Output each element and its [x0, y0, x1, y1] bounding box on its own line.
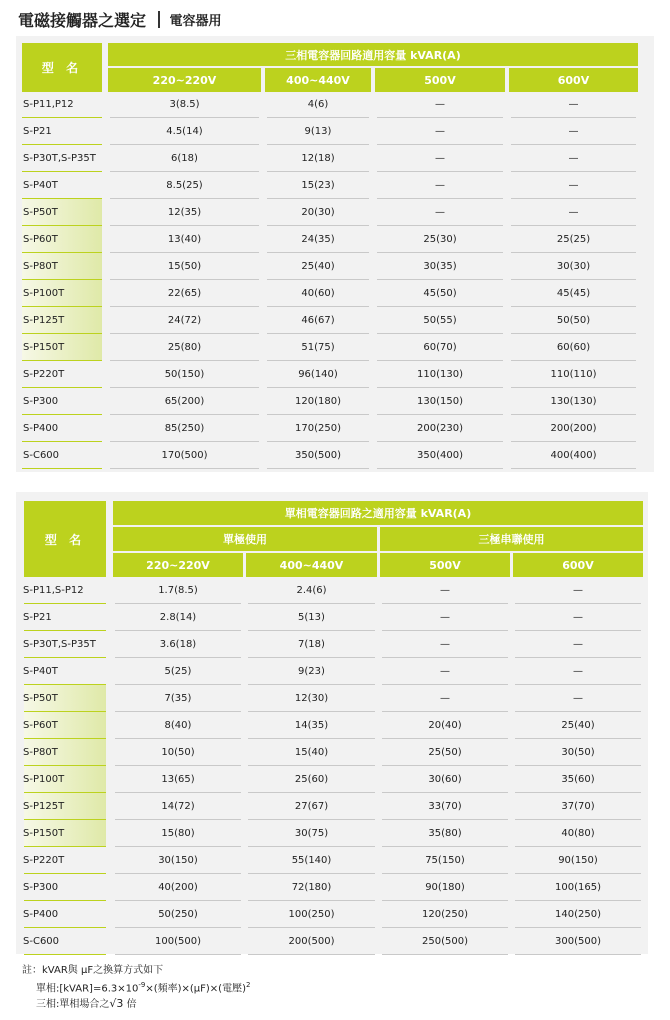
note-line-2: 單相$:[kVAR]=6.3\times 10^{-9}\times$(頻率)×(μF)×(電壓)$^2$ — [36, 981, 251, 995]
model-name: S-P80T — [23, 747, 58, 758]
table-row — [16, 388, 654, 415]
capacity-cell: 25(40) — [301, 261, 335, 272]
capacity-cell: 200(230) — [417, 423, 463, 434]
table2-subgroup-single: 單極使用 — [113, 527, 377, 551]
capacity-cell: 33(70) — [428, 801, 462, 812]
model-name: S-P400 — [23, 423, 59, 434]
capacity-cell: 110(110) — [550, 369, 597, 380]
capacity-cell: 400(400) — [550, 450, 597, 461]
capacity-cell: 110(130) — [417, 369, 463, 380]
capacity-cell: — — [435, 153, 445, 164]
capacity-cell: 5(25) — [164, 666, 192, 677]
table-row — [16, 766, 648, 793]
single-phase-table — [16, 492, 648, 954]
capacity-cell: 13(65) — [161, 774, 195, 785]
model-name: S-P60T — [23, 720, 58, 731]
capacity-cell: — — [435, 207, 445, 218]
page-title — [18, 6, 222, 32]
model-name: S-P100T — [23, 288, 65, 299]
model-name: S-P40T — [23, 180, 58, 191]
table2-group-header: 單相電容器回路之適用容量 kVAR(A) — [113, 501, 643, 525]
three-phase-table — [16, 36, 654, 472]
model-name: S-P220T — [23, 855, 65, 866]
table1-col-400: 400~440V — [265, 68, 371, 92]
table2-subgroup-series: 三極串聯使用 — [380, 527, 643, 551]
capacity-cell: — — [440, 612, 450, 623]
note-line-3: 三相:單相場合之√3 倍 — [36, 997, 137, 1011]
capacity-cell: — — [568, 207, 579, 218]
capacity-cell: 55(140) — [291, 855, 332, 866]
row-divider — [22, 468, 102, 469]
table-row — [16, 442, 654, 469]
title-main: 電磁接觸器之選定 — [18, 10, 147, 30]
table-row — [16, 874, 648, 901]
model-name: S-P300 — [23, 396, 59, 407]
table-row — [16, 739, 648, 766]
capacity-cell: 60(70) — [423, 342, 457, 353]
table-row — [16, 199, 654, 226]
row-divider — [267, 468, 369, 469]
table2-col-500: 500V — [380, 553, 510, 577]
capacity-cell: 90(180) — [425, 882, 465, 893]
capacity-cell: 15(50) — [167, 261, 202, 272]
capacity-cell: 25(50) — [428, 747, 462, 758]
table-row — [16, 334, 654, 361]
capacity-cell: 25(60) — [294, 774, 329, 785]
capacity-cell: 30(75) — [294, 828, 329, 839]
table1-name-header: 型 名 — [22, 43, 102, 92]
capacity-cell: 14(35) — [294, 720, 329, 731]
capacity-cell: 85(250) — [164, 423, 205, 434]
capacity-cell: 40(200) — [158, 882, 198, 893]
capacity-cell: 120(180) — [295, 396, 341, 407]
capacity-cell: 250(500) — [422, 936, 468, 947]
capacity-cell: 50(55) — [423, 315, 457, 326]
table1-body — [16, 91, 654, 469]
model-name: S-P50T — [23, 207, 58, 218]
capacity-cell: 200(500) — [288, 936, 335, 947]
model-name: S-P21 — [23, 126, 52, 137]
capacity-cell: 51(75) — [301, 342, 335, 353]
capacity-cell: — — [568, 180, 579, 191]
capacity-cell: 14(72) — [161, 801, 195, 812]
model-name: S-P150T — [23, 828, 65, 839]
title-sub: 電容器用 — [169, 13, 222, 29]
capacity-cell: 12(30) — [294, 693, 329, 704]
capacity-cell: 30(150) — [158, 855, 198, 866]
capacity-cell: 40(80) — [561, 828, 595, 839]
table-row — [16, 847, 648, 874]
capacity-cell: 60(60) — [556, 342, 591, 353]
model-name: S-P50T — [23, 693, 58, 704]
capacity-cell: 30(60) — [428, 774, 462, 785]
capacity-cell: 5(13) — [298, 612, 325, 623]
table-row — [16, 307, 654, 334]
table1-col-500: 500V — [375, 68, 505, 92]
capacity-cell: 200(200) — [550, 423, 597, 434]
table2-body — [16, 577, 648, 955]
capacity-cell: — — [435, 180, 445, 191]
row-divider — [515, 954, 641, 955]
capacity-cell: 20(30) — [301, 207, 335, 218]
capacity-cell: 35(60) — [561, 774, 595, 785]
table-row — [16, 91, 654, 118]
model-name: S-P11,S-P12 — [23, 585, 84, 596]
capacity-cell: 2.8(14) — [159, 612, 197, 623]
capacity-cell: 12(18) — [301, 153, 335, 164]
capacity-cell: 12(35) — [167, 207, 202, 218]
capacity-cell: — — [440, 693, 450, 704]
capacity-cell: 9(13) — [304, 126, 332, 137]
capacity-cell: 3.6(18) — [159, 639, 197, 650]
capacity-cell: 15(23) — [301, 180, 335, 191]
capacity-cell: — — [435, 126, 445, 137]
row-divider — [377, 468, 503, 469]
model-name: S-P21 — [23, 612, 52, 623]
table-row — [16, 901, 648, 928]
capacity-cell: 30(35) — [423, 261, 457, 272]
table-row — [16, 928, 648, 955]
capacity-cell: 4(6) — [307, 99, 329, 110]
capacity-cell: 22(65) — [167, 288, 202, 299]
table1-col-600: 600V — [509, 68, 638, 92]
capacity-cell: 50(250) — [158, 909, 198, 920]
capacity-cell: — — [440, 585, 450, 596]
capacity-cell: 50(50) — [556, 315, 591, 326]
capacity-cell: — — [573, 693, 583, 704]
capacity-cell: — — [440, 639, 450, 650]
capacity-cell: 10(50) — [161, 747, 195, 758]
capacity-cell: — — [435, 99, 445, 110]
table-row — [16, 118, 654, 145]
model-name: S-C600 — [23, 450, 60, 461]
row-divider — [382, 954, 508, 955]
model-name: S-P125T — [23, 315, 65, 326]
table-row — [16, 226, 654, 253]
capacity-cell: 300(500) — [555, 936, 601, 947]
table-row — [16, 361, 654, 388]
table2-col-600: 600V — [513, 553, 643, 577]
table-row — [16, 253, 654, 280]
capacity-cell: 25(30) — [423, 234, 457, 245]
capacity-cell: 75(150) — [425, 855, 465, 866]
capacity-cell: — — [440, 666, 450, 677]
capacity-cell: 120(250) — [422, 909, 468, 920]
capacity-cell: 7(35) — [164, 693, 192, 704]
table-row — [16, 712, 648, 739]
note-line-1: 註：kVAR與 μF之換算方式如下 — [22, 965, 164, 976]
capacity-cell: 130(150) — [417, 396, 463, 407]
capacity-cell: 2.4(6) — [296, 585, 327, 596]
model-name: S-C600 — [23, 936, 60, 947]
conversion-note — [22, 963, 250, 1012]
model-name: S-P80T — [23, 261, 58, 272]
capacity-cell: — — [573, 666, 583, 677]
capacity-cell: — — [568, 153, 579, 164]
capacity-cell: 4.5(14) — [166, 126, 203, 137]
title-divider — [158, 11, 160, 28]
model-name: S-P30T,S-P35T — [23, 639, 96, 650]
capacity-cell: 25(25) — [556, 234, 591, 245]
capacity-cell: 170(500) — [161, 450, 208, 461]
capacity-cell: 24(72) — [167, 315, 202, 326]
table-row — [16, 577, 648, 604]
capacity-cell: 30(50) — [561, 747, 595, 758]
capacity-cell: 15(80) — [161, 828, 195, 839]
capacity-cell: 46(67) — [301, 315, 335, 326]
row-divider — [511, 468, 636, 469]
model-name: S-P300 — [23, 882, 59, 893]
capacity-cell: 8(40) — [164, 720, 192, 731]
table1-col-220: 220~220V — [108, 68, 261, 92]
table2-col-220: 220~220V — [113, 553, 243, 577]
capacity-cell: 350(500) — [295, 450, 341, 461]
capacity-cell: 170(250) — [295, 423, 341, 434]
capacity-cell: 100(250) — [288, 909, 335, 920]
capacity-cell: — — [568, 99, 579, 110]
capacity-cell: 6(18) — [171, 153, 198, 164]
capacity-cell: 50(150) — [164, 369, 205, 380]
capacity-cell: 96(140) — [298, 369, 338, 380]
capacity-cell: — — [573, 612, 583, 623]
table-row — [16, 145, 654, 172]
model-name: S-P40T — [23, 666, 58, 677]
capacity-cell: 45(45) — [556, 288, 591, 299]
capacity-cell: — — [568, 126, 579, 137]
capacity-cell: — — [573, 639, 583, 650]
table-row — [16, 658, 648, 685]
row-divider — [248, 954, 375, 955]
capacity-cell: 24(35) — [301, 234, 335, 245]
model-name: S-P125T — [23, 801, 65, 812]
model-name: S-P60T — [23, 234, 58, 245]
capacity-cell: 40(60) — [301, 288, 335, 299]
row-divider — [115, 954, 241, 955]
capacity-cell: 20(40) — [428, 720, 462, 731]
table-row — [16, 820, 648, 847]
model-name: S-P11,P12 — [23, 99, 74, 110]
capacity-cell: 7(18) — [298, 639, 325, 650]
capacity-cell: 15(40) — [294, 747, 329, 758]
capacity-cell: 8.5(25) — [166, 180, 203, 191]
table-row — [16, 685, 648, 712]
table-row — [16, 415, 654, 442]
model-name: S-P30T,S-P35T — [23, 153, 96, 164]
table-row — [16, 631, 648, 658]
table-row — [16, 793, 648, 820]
capacity-cell: 25(40) — [561, 720, 595, 731]
capacity-cell: 25(80) — [167, 342, 202, 353]
capacity-cell: — — [573, 585, 583, 596]
model-name: S-P150T — [23, 342, 65, 353]
capacity-cell: 37(70) — [561, 801, 595, 812]
table-row — [16, 172, 654, 199]
capacity-cell: 100(500) — [155, 936, 201, 947]
capacity-cell: 3(8.5) — [169, 99, 200, 110]
capacity-cell: 30(30) — [556, 261, 591, 272]
capacity-cell: 35(80) — [428, 828, 462, 839]
table1-group-header: 三相電容器回路適用容量 kVAR(A) — [108, 43, 638, 66]
capacity-cell: 350(400) — [417, 450, 463, 461]
capacity-cell: 13(40) — [167, 234, 202, 245]
capacity-cell: 1.7(8.5) — [158, 585, 198, 596]
capacity-cell: 100(165) — [555, 882, 601, 893]
table-row — [16, 280, 654, 307]
model-name: S-P220T — [23, 369, 65, 380]
capacity-cell: 72(180) — [291, 882, 332, 893]
capacity-cell: 65(200) — [164, 396, 205, 407]
capacity-cell: 140(250) — [555, 909, 601, 920]
row-divider — [110, 468, 259, 469]
capacity-cell: 27(67) — [294, 801, 329, 812]
table2-name-header: 型 名 — [24, 501, 106, 577]
row-divider — [24, 954, 106, 955]
capacity-cell: 9(23) — [298, 666, 325, 677]
capacity-cell: 90(150) — [558, 855, 598, 866]
model-name: S-P100T — [23, 774, 65, 785]
capacity-cell: 130(130) — [550, 396, 597, 407]
model-name: S-P400 — [23, 909, 59, 920]
capacity-cell: 45(50) — [423, 288, 457, 299]
table-row — [16, 604, 648, 631]
table2-col-400: 400~440V — [246, 553, 377, 577]
